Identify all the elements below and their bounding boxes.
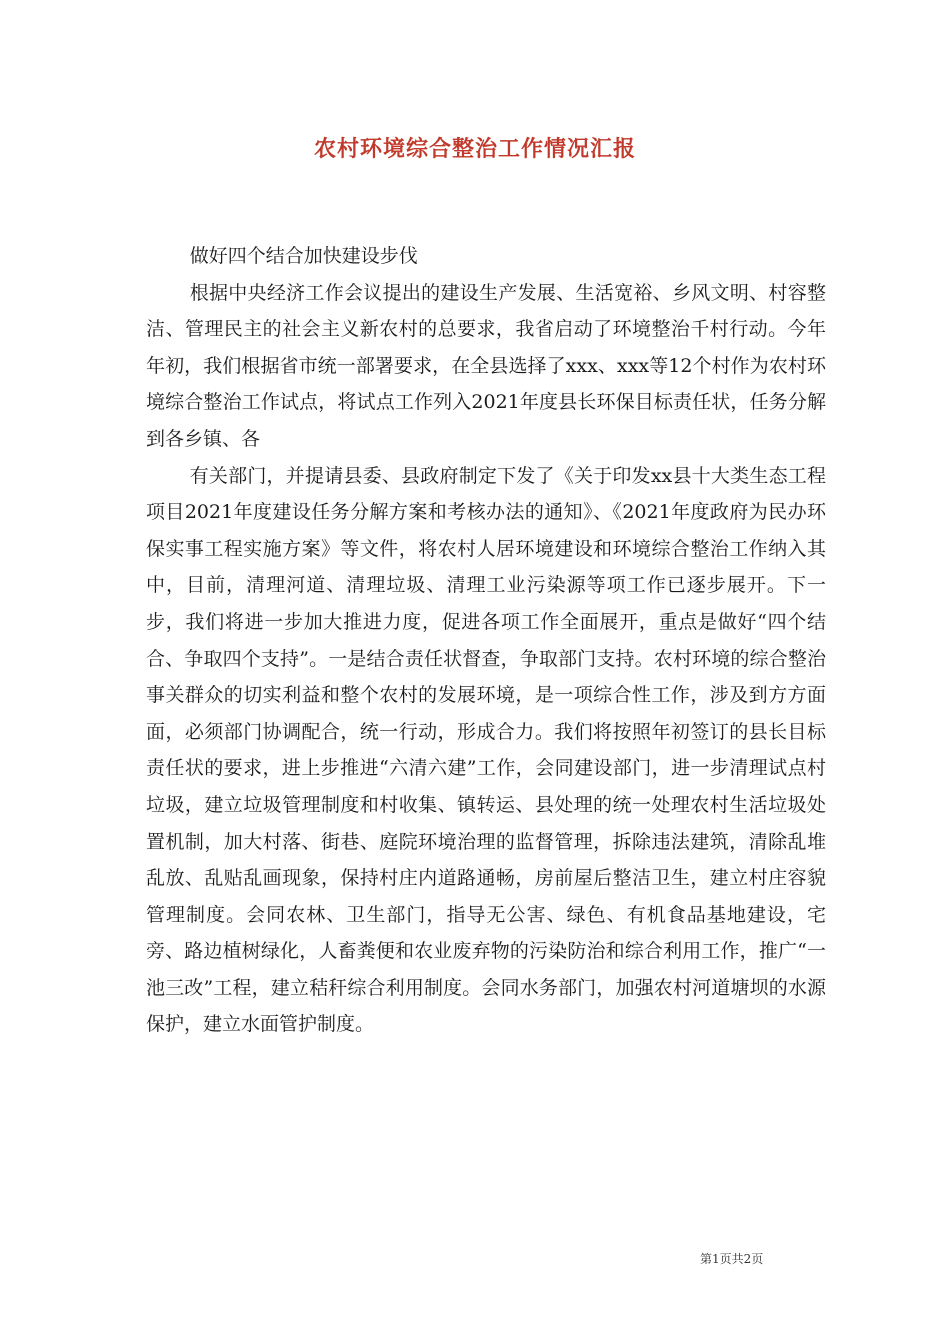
paragraph-1: 根据中央经济工作会议提出的建设生产发展、生活宽裕、乡风文明、村容整洁、管理民主的社会主义新农村的总要求，我省启动了环境整治千村行动。今年年初，我们根据省市统一部署要求，在全县选择了xxx、xxx等12个村作为农村环境综合整治工作试点，将试点工作列入2021年度县长环保目标责任状，任务分解到各乡镇、各 — [146, 281, 826, 450]
paragraph-2: 有关部门，并提请县委、县政府制定下发了《关于印发xx县十大类生态工程项目2021年度建设任务分解方案和考核办法的通知》、《2021年度政府为民办环保实事工程实施方案》等文件，将农村人居环境建设和环境综合整治工作纳入其中，目前，清理河道、清理垃圾、清理工业污染源等项工作已逐步展开。下一步，我们将进一步加大推进力度，促进各项工作全面展开，重点是做好“四个结合、争取四个支持”。一是结合责任状督查，争取部门支持。农村环境的综合整治事关群众的切实利益和整个农村的发展环境，是一项综合性工作，涉及到方方面面，必须部门协调配合，统一行动，形成合力。我们将按照年初签订的县长目标责任状的要求，进上步推进“六清六建”工作，会同建设部门，进一步清理试点村垃圾，建立垃圾管理制度和村收集、镇转运、县处理的统一处理农村生活垃圾处置机制，加大村落、街巷、庭院环境治理的监督管理，拆除违法建筑，清除乱堆乱放、乱贴乱画现象，保持村庄内道路通畅，房前屋后整洁卫生，建立村庄容貌管理制度。会同农林、卫生部门，指导无公害、绿色、有机食品基地建设，宅旁、路边植树绿化，人畜粪便和农业废弃物的污染防治和综合利用工作，推广“一池三改”工程，建立秸秆综合利用制度。会同水务部门，加强农村河道塘坝的水源保护，建立水面管护制度。 — [146, 464, 826, 1036]
document-body — [146, 238, 826, 1043]
page-number: 第1页共2页 — [700, 1252, 764, 1266]
document-title: 农村环境综合整治工作情况汇报 — [313, 136, 636, 162]
section-subheading: 做好四个结合加快建设步伐 — [189, 245, 418, 267]
